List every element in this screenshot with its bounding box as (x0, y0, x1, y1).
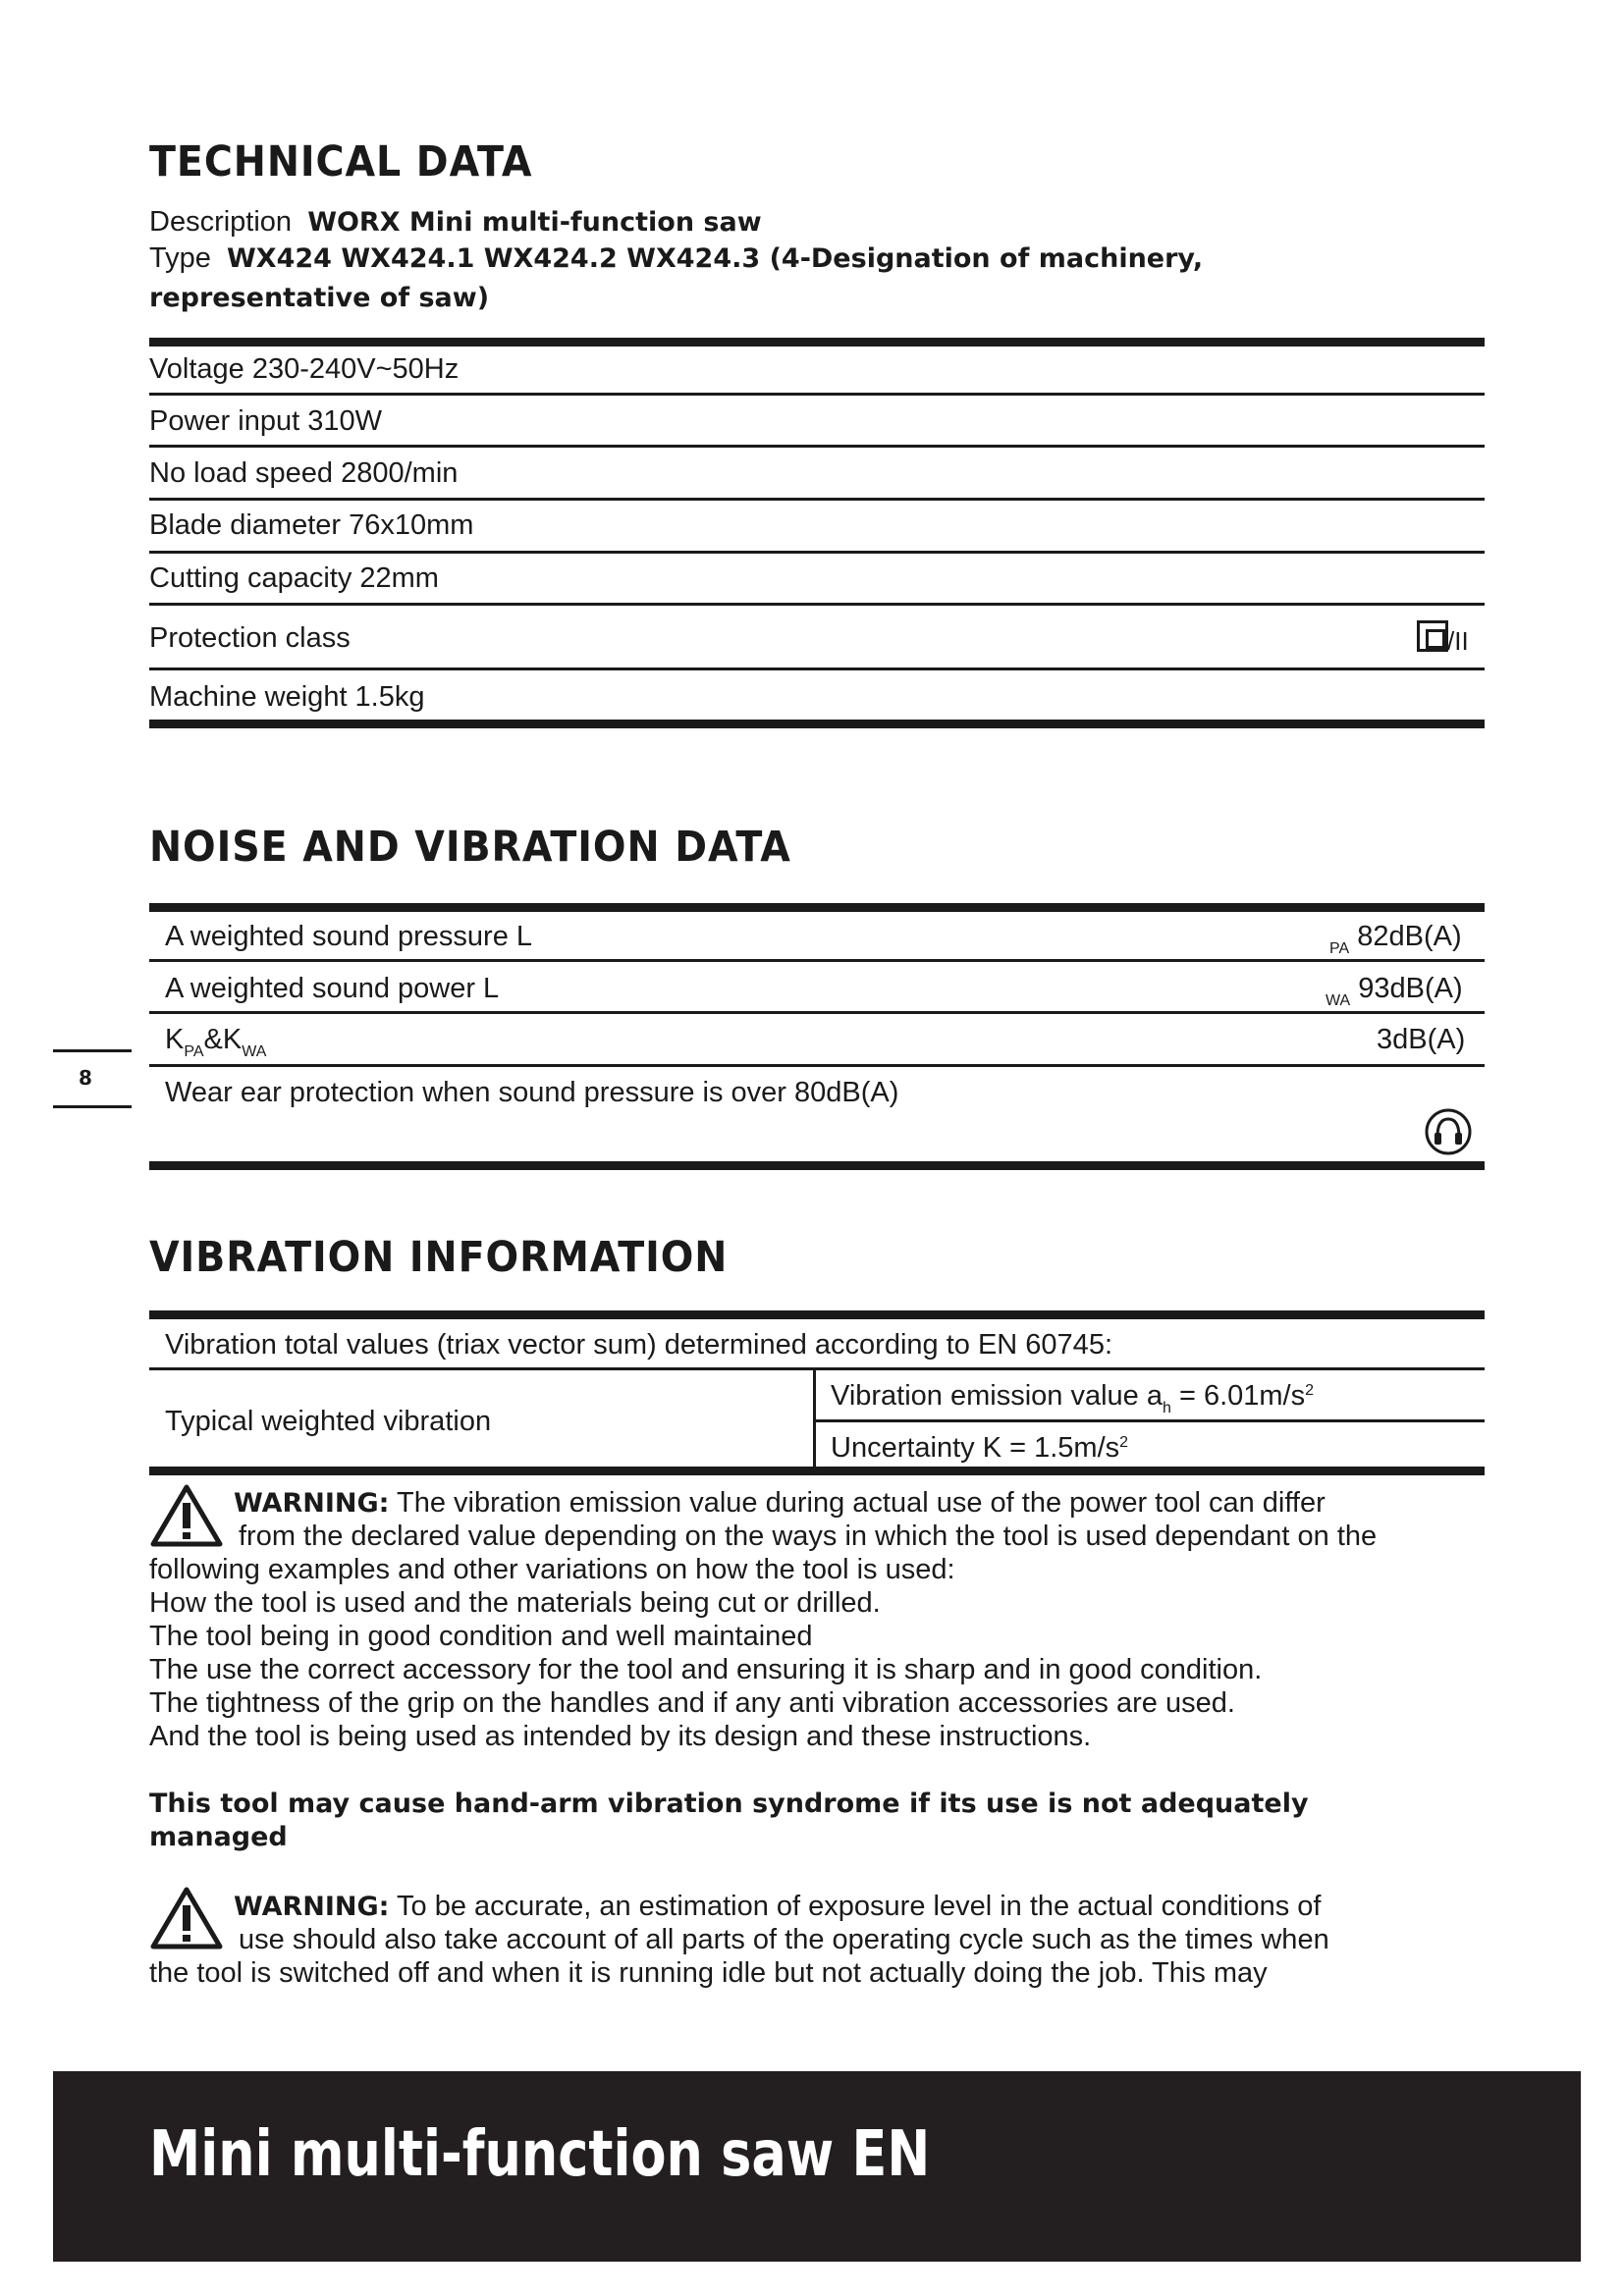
spec-row-protection-class: Protection class (149, 622, 351, 654)
type-label: Type (149, 242, 211, 274)
vibration-table-top-rule (149, 1310, 1485, 1319)
warning1-item: And the tool is being used as intended by its design and these instructions. (149, 1721, 1092, 1752)
warning1-label: WARNING: (234, 1488, 390, 1519)
warning1-line3: following examples and other variations on how the tool is used: (149, 1554, 955, 1585)
description-label: Description (149, 206, 293, 238)
warning1-text: The vibration emission value during actual use of the power tool can differ (397, 1487, 1326, 1519)
type-value-continued: representative of saw) (149, 283, 490, 313)
column-divider (813, 1367, 816, 1468)
sound-pressure-value (1329, 921, 1462, 957)
typical-weighted-vibration-label: Typical weighted vibration (165, 1406, 492, 1437)
row-divider (149, 603, 1485, 606)
emission-label: Vibration emission value a (831, 1380, 1163, 1412)
k-wa-subscript: WA (242, 1043, 267, 1060)
hav-notice-line1: This tool may cause hand-arm vibration syndrome if its use is not adequately (149, 1789, 1309, 1819)
page-number-rule-bottom (53, 1105, 132, 1108)
vibration-info-heading: VIBRATION INFORMATION (149, 1233, 729, 1282)
spec-row-machine-weight: Machine weight 1.5kg (149, 681, 425, 713)
k-pa-subscript: PA (184, 1043, 204, 1060)
spec-row-blade-diameter: Blade diameter 76x10mm (149, 509, 474, 541)
page-number: 8 (79, 1066, 92, 1090)
class-two-insulation-icon (1417, 620, 1448, 652)
sound-power-db: 93dB(A) (1358, 973, 1463, 1004)
row-divider (149, 1011, 1485, 1014)
uncertainty-k-value: 3dB(A) (1377, 1024, 1466, 1055)
warning1-line2: from the declared value depending on the ways in which the tool is used dependant on the (239, 1521, 1378, 1552)
page-number-rule-top (53, 1049, 132, 1052)
spec-row-voltage: Voltage 230-240V~50Hz (149, 353, 460, 385)
vibration-intro: Vibration total values (triax vector sum) determined according to EN 60745: (165, 1329, 1113, 1361)
spec-row-no-load-speed: No load speed 2800/min (149, 457, 459, 489)
sound-power-value (1326, 973, 1463, 1009)
warning1-item: The tool being in good condition and well maintained (149, 1621, 813, 1652)
emission-number: = 6.01m/s (1170, 1380, 1306, 1412)
vibration-table-bottom-rule (149, 1467, 1485, 1475)
hav-notice-line2: managed (149, 1822, 288, 1852)
noise-table-bottom-rule (149, 1161, 1485, 1170)
vibration-uncertainty (831, 1432, 1128, 1465)
warning2-line2: use should also take account of all parts of the operating cycle such as the times when (239, 1924, 1329, 1955)
sound-pressure-subscript: PA (1329, 940, 1350, 957)
footer-title: Mini multi-function saw EN (149, 2118, 931, 2191)
warning2-line1 (234, 1891, 1321, 1923)
row-divider (149, 551, 1485, 554)
ear-protection-icon (1424, 1107, 1473, 1156)
warning1-item: The tightness of the grip on the handles and if any anti vibration accessories are used. (149, 1687, 1235, 1719)
warning2-line3: the tool is switched off and when it is running idle but not actually doing the job. This may (149, 1957, 1268, 1989)
sound-pressure-label: A weighted sound pressure L (165, 921, 533, 952)
warning2-label: WARNING: (234, 1892, 390, 1922)
ear-protection-note: Wear ear protection when sound pressure is over 80dB(A) (165, 1077, 899, 1108)
uncertainty-label: Uncertainty K = 1.5m/s (831, 1432, 1120, 1464)
row-divider (149, 445, 1485, 448)
table-top-rule (149, 338, 1485, 347)
sound-pressure-db: 82dB(A) (1357, 921, 1462, 952)
noise-table-top-rule (149, 903, 1485, 912)
emission-subscript: h (1163, 1400, 1171, 1416)
warning1-line1 (234, 1487, 1326, 1520)
uncertainty-superscript: 2 (1119, 1434, 1129, 1451)
warning1-item: How the tool is used and the materials being cut or drilled. (149, 1587, 881, 1619)
row-divider (149, 667, 1485, 670)
k-amp: &K (203, 1024, 243, 1055)
row-divider (149, 498, 1485, 501)
row-divider (149, 1064, 1485, 1067)
warning-triangle-icon (149, 1483, 224, 1548)
vibration-emission-value (831, 1380, 1315, 1416)
sound-power-label: A weighted sound power L (165, 973, 500, 1004)
emission-superscript: 2 (1305, 1382, 1315, 1399)
row-divider (149, 393, 1485, 396)
table-bottom-rule (149, 720, 1485, 728)
k-letter: K (165, 1024, 185, 1055)
footer-bar (53, 2071, 1581, 2262)
row-divider (149, 1367, 1485, 1370)
description-line (149, 206, 762, 239)
warning2-text: To be accurate, an estimation of exposure level in the actual conditions of (397, 1891, 1322, 1922)
sound-power-subscript: WA (1326, 992, 1351, 1009)
technical-data-heading: TECHNICAL DATA (149, 137, 533, 187)
protection-class-symbol: /II (1447, 626, 1469, 656)
row-divider (149, 959, 1485, 962)
spec-row-cutting-capacity: Cutting capacity 22mm (149, 562, 439, 594)
warning1-item: The use the correct accessory for the tool and ensuring it is sharp and in good condition. (149, 1654, 1263, 1685)
warning-triangle-icon (149, 1886, 224, 1950)
uncertainty-k-label (165, 1024, 267, 1060)
spec-row-power-input: Power input 310W (149, 405, 382, 437)
row-divider-right (813, 1419, 1485, 1422)
description-value: WORX Mini multi-function saw (307, 207, 762, 238)
type-line (149, 242, 1203, 275)
noise-vibration-heading: NOISE AND VIBRATION DATA (149, 823, 791, 872)
type-value: WX424 WX424.1 WX424.2 WX424.3 (4-Designation of machinery, (227, 243, 1204, 274)
